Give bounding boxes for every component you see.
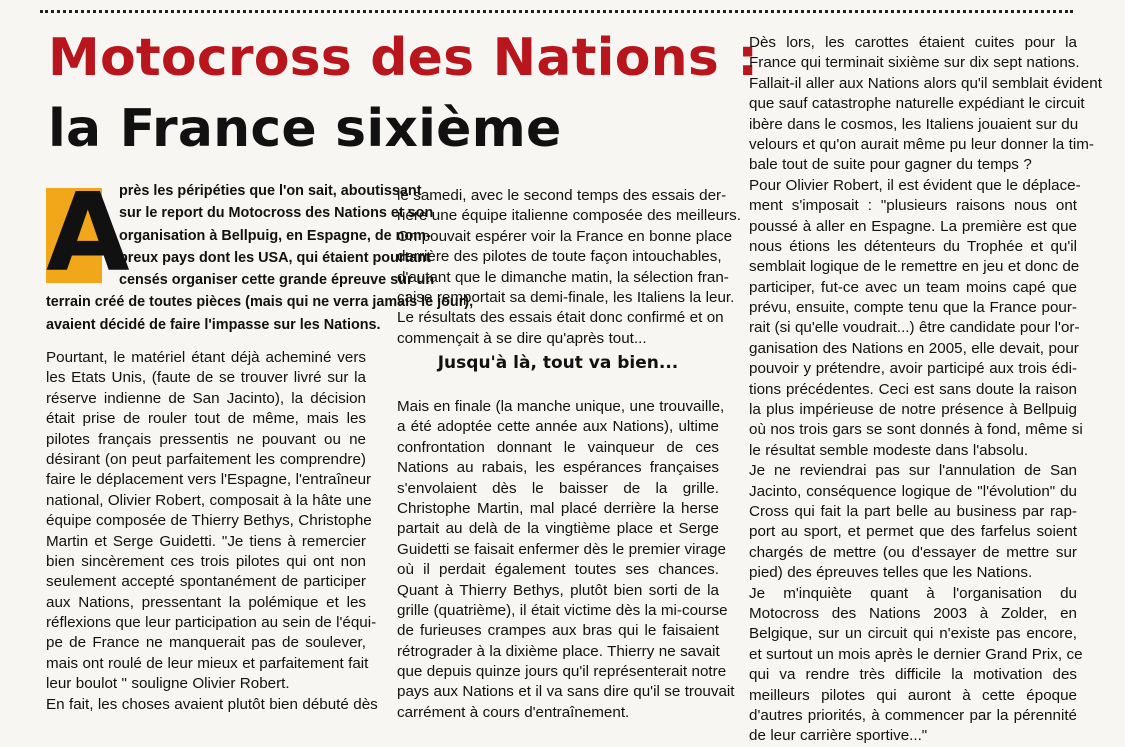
- intro-line: organisation à Bellpuig, en Espagne, de nom-: [119, 227, 431, 244]
- headline-line-2: la France sixième: [48, 99, 562, 159]
- text-line: çaise remportait sa demi-finale, les Italiens la leur.: [397, 288, 735, 306]
- text-line: bale tout de suite pour gagner du temps ?: [749, 156, 1032, 174]
- text-line: carrément à cours d'entraînement.: [397, 703, 630, 721]
- text-line: pays aux Nations et il va sans dire qu'il se trouvait: [397, 683, 735, 701]
- text-line: pilotes français pressentis ne pouvant ou ne: [46, 430, 366, 448]
- text-line: Nations au rabais, les espérances françaises: [397, 459, 719, 477]
- text-line: le résultat semble modeste dans l'absolu.: [749, 441, 1029, 459]
- text-line: partait au delà de la vingtième place et Serge: [397, 520, 719, 538]
- intro-paragraph: [46, 180, 474, 336]
- text-line: Mais en finale (la manche unique, une trouvaille,: [397, 398, 725, 415]
- text-line: réserve indienne de San Jacinto), la décision: [46, 389, 366, 407]
- text-line: derrière des pilotes de toute façon intouchables,: [397, 248, 722, 266]
- text-line: que depuis quinze jours qu'il représenterait notre: [397, 663, 727, 681]
- intro-line: près les péripéties que l'on sait, aboutissant: [119, 183, 422, 199]
- text-line: velours et qu'on aurait même pu leur donner la tim-: [749, 135, 1094, 153]
- text-line: ibère dans le cosmos, les Italiens jouaient sur du: [749, 115, 1079, 133]
- text-line: Je m'inquiète quant à l'organisation du: [749, 584, 1077, 602]
- text-line: prévu, ensuite, compte tenu que la France pour-: [749, 299, 1077, 317]
- text-line: réflexions que leur participation au sein de l'équi-: [46, 614, 377, 632]
- text-line: mais ont roulé de leur mieux et parfaitement fait: [46, 654, 369, 672]
- text-line: rière une équipe italienne composée des meilleurs.: [397, 207, 741, 225]
- text-line: rétrograder à la dixième place. Thierry ne savait: [397, 642, 720, 660]
- text-line: Je ne reviendrai pas sur l'annulation de San: [749, 462, 1077, 480]
- intro-line: censés organiser cette grande épreuve sur un: [119, 272, 435, 289]
- text-line: ment s'imposait : "plusieurs raisons nous ont: [749, 197, 1077, 215]
- text-line: équipe composée de Thierry Bethys, Christophe: [46, 512, 372, 530]
- text-line: désirant (on peut parfaitement les comprendre): [46, 450, 366, 468]
- intro-line: sur le report du Motocross des Nations et son: [119, 205, 434, 222]
- column-2-text-top: [397, 186, 741, 349]
- text-line: aux Nations, pressentant la polémique et les: [46, 593, 366, 611]
- text-line: semblait logique de le remettre en jeu et donc de: [749, 258, 1080, 276]
- text-line: participer, fut-ce avec un team moins capé que: [749, 278, 1077, 296]
- text-line: confrontation donnant le vainqueur de ces: [397, 438, 719, 456]
- text-line: que sauf catastrophe naturelle expédiant le circuit: [749, 95, 1085, 113]
- text-line: national, Olivier Robert, composait à la hâte une: [46, 491, 372, 509]
- text-line: seulement accepté spontanément de participer: [46, 573, 366, 591]
- text-line: Le résultats des essais était donc confirmé et on: [397, 309, 724, 327]
- text-line: Pour Olivier Robert, il est évident que le déplace-: [749, 176, 1081, 194]
- text-line: port au sport, et permet que des farfelus soient: [749, 523, 1077, 541]
- text-line: grille (quatrième), il était victime dès la mi-course: [397, 601, 728, 619]
- text-line: de leur carrière sportive...": [749, 727, 928, 745]
- text-line: Jacinto, conséquence logique de "l'évolution" du: [749, 482, 1077, 500]
- text-line: a été adoptée cette année aux Nations), ultime: [397, 418, 719, 436]
- text-line: faire le déplacement vers l'Espagne, l'entraîneur: [46, 471, 372, 489]
- column-3-text: [749, 33, 1102, 747]
- text-line: la plus impérieuse de notre présence à Bellpuig: [749, 401, 1077, 419]
- intro-line: avaient décidé de faire l'impasse sur les Nations.: [46, 316, 381, 333]
- text-line: Pourtant, le matériel étant déjà acheminé vers: [46, 349, 366, 366]
- text-line: En fait, les choses avaient plutôt bien débuté dès: [46, 695, 378, 713]
- drop-cap-letter: A: [46, 171, 130, 296]
- text-line: Dès lors, les carottes étaient cuites pour la: [749, 34, 1077, 51]
- text-line: Guidetti se faisait enfermer dès le premier virage: [397, 540, 726, 558]
- intro-line: terrain créé de toutes pièces (mais qui ne verra jamais le jour),: [46, 294, 474, 311]
- text-line: tions précédentes. Ceci est sans doute la raison: [749, 380, 1077, 398]
- text-line: Belgique, sur un circuit qui n'existe pas encore,: [749, 625, 1077, 643]
- text-line: où nos trois gars se sont donnés à fond, même si: [749, 421, 1083, 439]
- text-line: Motocross des Nations 2003 à Zolder, en: [749, 604, 1077, 622]
- text-line: Fallait-il aller aux Nations alors qu'il semblait évident: [749, 74, 1102, 92]
- text-line: On pouvait espérer voir la France en bonne place: [397, 227, 733, 245]
- column-1-text: [46, 348, 378, 715]
- text-line: le samedi, avec le second temps des essais der-: [397, 187, 727, 204]
- text-line: commençait à se dire qu'après tout...: [397, 329, 647, 347]
- text-line: de furieuses crampes aux bras qui le faisaient: [397, 622, 719, 640]
- text-line: ganisation des Nations en 2005, elle devait, pour: [749, 339, 1079, 357]
- text-line: Martin et Serge Guidetti. "Je tiens à remercier: [46, 532, 366, 550]
- column-2-text-bottom: [397, 397, 735, 723]
- text-line: et surtout un mois après le dernier Grand Prix, ce: [749, 645, 1083, 663]
- text-line: Christophe Martin, mal placé derrière la herse: [397, 499, 719, 517]
- text-line: Quant à Thierry Bethys, plutôt bien sorti de la: [397, 581, 719, 599]
- intro-line: breux pays dont les USA, qui étaient pourtant: [119, 249, 431, 266]
- text-line: France qui terminait sixième sur dix sept nations.: [749, 54, 1080, 72]
- text-line: poussé à aller en Espagne. La première est que: [749, 217, 1077, 235]
- text-line: Cross qui fait la part belle au business par rap-: [749, 502, 1077, 520]
- text-line: rait (si qu'elle voudrait...) être candidate pour l'or-: [749, 319, 1080, 337]
- text-line: pied) des épreuves telles que les Nations.: [749, 564, 1033, 582]
- text-line: où il perdait également toutes ses chances.: [397, 561, 719, 579]
- text-line: nous étions les détenteurs du Trophée et qu'il: [749, 237, 1077, 255]
- text-line: d'autres priorités, à commencer par la pérennité: [749, 706, 1077, 724]
- text-line: bien sincèrement ces trois pilotes qui ont non: [46, 552, 366, 570]
- text-line: chargés de mettre (ou d'essayer de mettre sur: [749, 543, 1077, 561]
- text-line: pe de France ne manquerait pas de soulever,: [46, 634, 366, 652]
- section-subheading: Jusqu'à là, tout va bien...: [437, 353, 679, 373]
- top-dotted-rule: [40, 10, 1073, 13]
- text-line: s'envolaient dès le baisser de la grille.: [397, 479, 719, 497]
- text-line: d'autant que le dimanche matin, la sélection fran-: [397, 268, 729, 286]
- text-line: leur boulot " souligne Olivier Robert.: [46, 675, 290, 693]
- text-line: qui va rendre très difficile la motivation des: [749, 666, 1077, 684]
- text-line: les Etats Unis, (faute de se trouver livré sur la: [46, 369, 366, 387]
- text-line: meilleurs pilotes qui auront à cette époque: [749, 686, 1077, 704]
- headline-line-1: Motocross des Nations :: [48, 28, 759, 88]
- text-line: pouvoir y prétendre, avoir participé aux trois édi-: [749, 360, 1077, 378]
- text-line: était prise de rouler tout de même, mais les: [46, 410, 366, 428]
